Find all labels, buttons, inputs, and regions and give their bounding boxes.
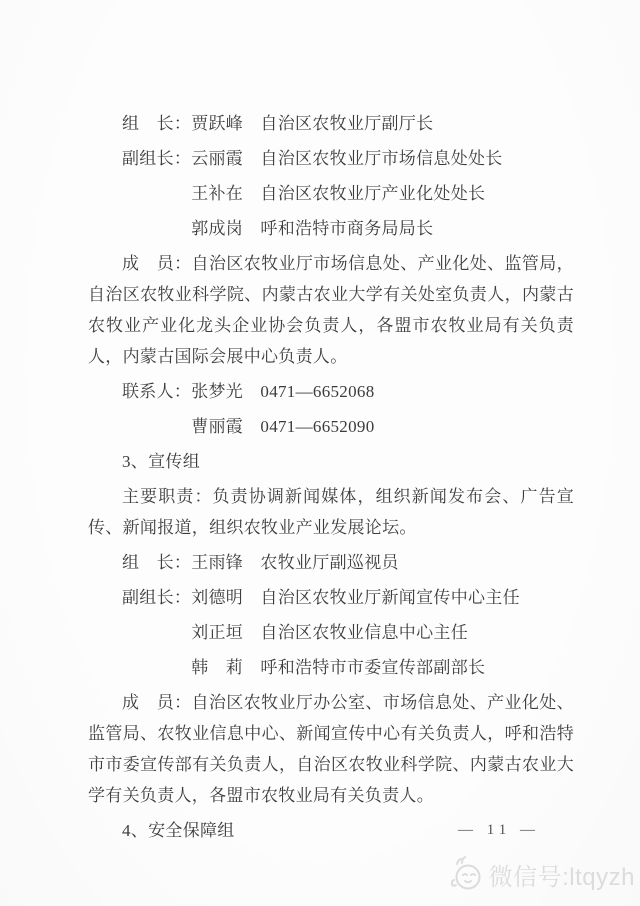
- paragraph-members-2: 成 员：自治区农牧业厅办公室、市场信息处、产业化处、监管局、农牧业信息中心、新闻宣传中心有关负责人，呼和浩特市市委宣传部有关负责人，自治区农牧业科学院、内蒙古农业大学有关负责人，各盟市农牧业局有关负责人。: [88, 693, 574, 805]
- document-body: [88, 108, 574, 850]
- line-deputy-leader-5: 刘正垣 自治区农牧业信息中心主任: [122, 623, 468, 642]
- line-contact-2: 曹丽霞 0471—6652090: [122, 417, 375, 436]
- line-deputy-leader-4: 副组长：刘德明 自治区农牧业厅新闻宣传中心主任: [122, 588, 520, 607]
- line-group-leader-2: 组 长：王雨锋 农牧业厅副巡视员: [122, 553, 399, 572]
- line-deputy-leader-1: 副组长：云丽霞 自治区农牧业厅市场信息处处长: [122, 149, 503, 168]
- line-group-leader: 组 长：贾跃峰 自治区农牧业厅副厅长: [122, 114, 434, 133]
- line-contact-1: 联系人：张梦光 0471—6652068: [122, 382, 375, 401]
- heading-publicity-group: 3、宣传组: [122, 452, 200, 471]
- line-deputy-leader-2: 王补在 自治区农牧业厅产业化处处长: [122, 184, 486, 203]
- paragraph-duties: 主要职责：负责协调新闻媒体，组织新闻发布会、广告宣传、新闻报道，组织农牧业产业发展论坛。: [88, 487, 574, 537]
- wechat-mascot-icon: [448, 854, 484, 894]
- wechat-watermark: [448, 854, 635, 894]
- line-deputy-leader-6: 韩 莉 呼和浩特市市委宣传部副部长: [122, 658, 486, 677]
- wechat-id-label: 微信号:ltqyzh: [488, 863, 635, 891]
- page-number: — 11 —: [458, 822, 540, 838]
- heading-security-group: 4、安全保障组: [122, 821, 235, 840]
- paragraph-members-1: 成 员：自治区农牧业厅市场信息处、产业化处、监管局，自治区农牧业科学院、内蒙古农业大学有关处室负责人，内蒙古农牧业产业化龙头企业协会负责人，各盟市农牧业局有关负责人，内蒙古国际会展中心负责人。: [88, 254, 574, 366]
- line-deputy-leader-3: 郭成岗 呼和浩特市商务局局长: [122, 219, 434, 238]
